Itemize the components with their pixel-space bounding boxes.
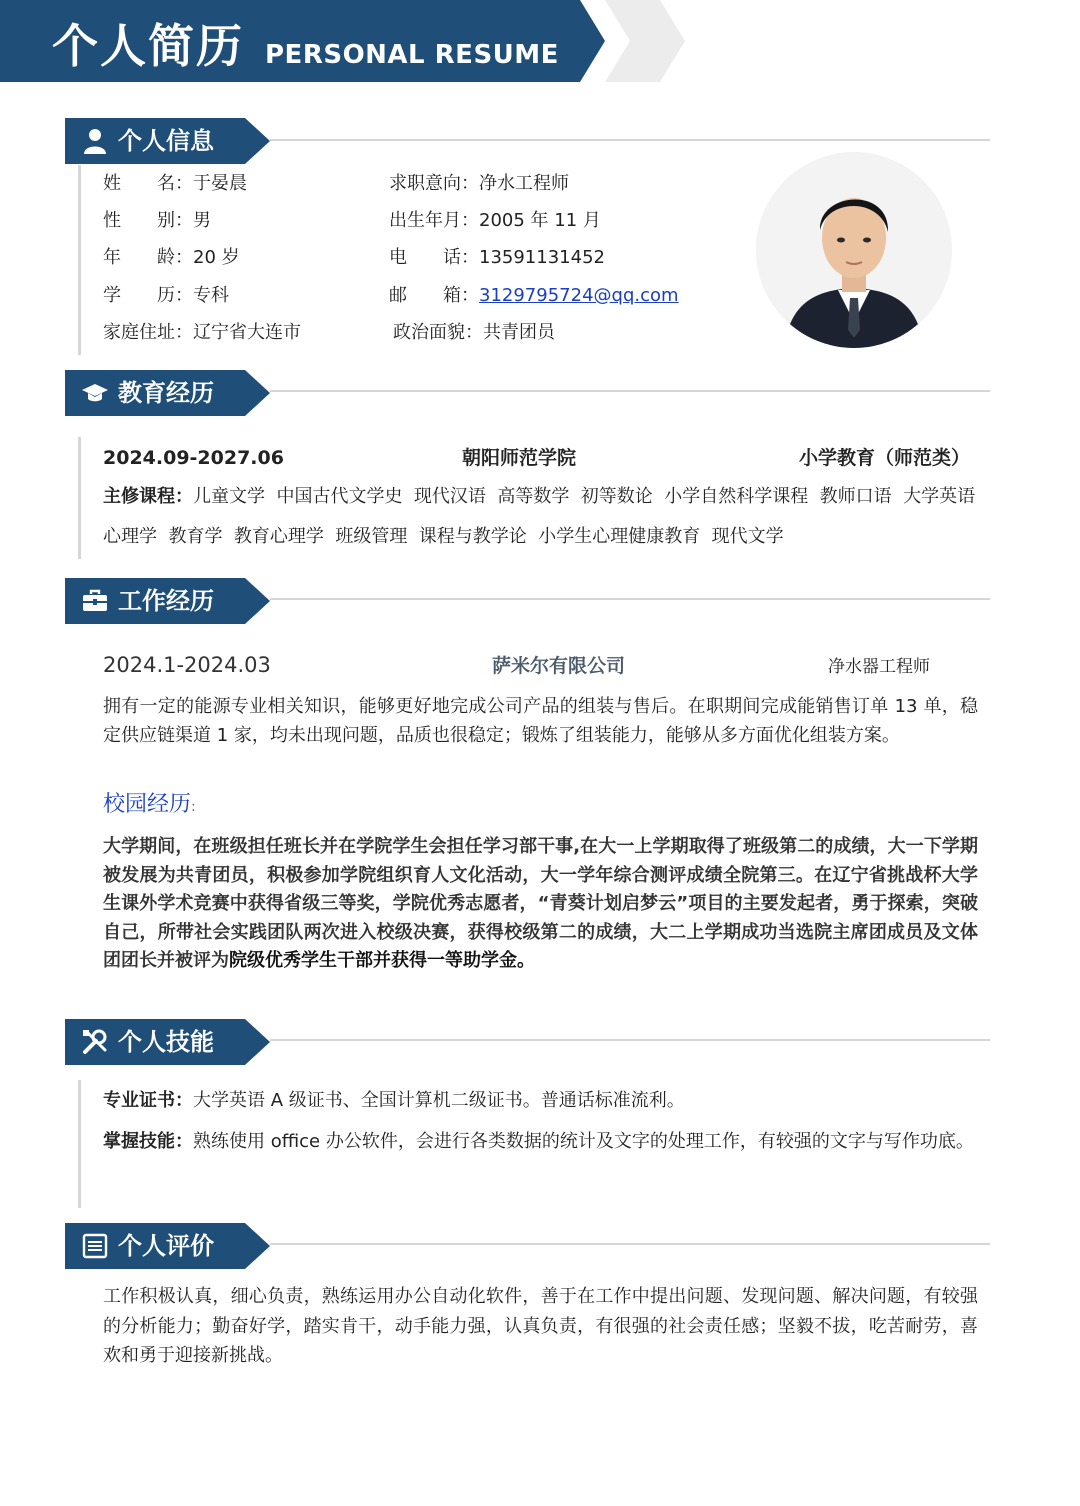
job-value: 净水工程师: [479, 173, 569, 194]
address-value: 辽宁省大连市: [193, 322, 301, 343]
campus-body: 大学期间，在班级担任班长并在学院学生会担任学习部干事,在大一上学期取得了班级第二的成绩，大一下学期被发展为共青团员，积极参加学院组织育人文化活动，大一学年综合测评成绩全院第三。在辽宁省挑战杯大学生课外学术竞赛中获得省级三等奖，学院优秀志愿者，“青葵计划启梦云”项目的主要发起者，勇于探索，突破自己，所带社会实践团队两次进入校级决赛，获得校级第二的成绩，大二上学期成功当选院主席团成员及文体团团长并被评为: [103, 836, 978, 971]
work-position: 净水器工程师: [828, 657, 930, 677]
section-divider: [270, 598, 990, 600]
work-description: 拥有一定的能源专业相关知识，能够更好地完成公司产品的组装与售后。在职期间完成能销售订单 13 单，稳定供应链渠道 1 家，均未出现问题，品质也很稳定；锻炼了组装能力，能够从多方面优化组装方案。: [103, 696, 978, 746]
info-birth-row: [389, 208, 601, 234]
name-value: 于晏晨: [193, 173, 247, 194]
address-label: 家庭住址：: [103, 322, 193, 343]
section-divider: [270, 1243, 990, 1245]
work-period: 2024.1-2024.03: [103, 653, 271, 677]
section-title-education: 教育经历: [118, 379, 214, 407]
header-chevron: [605, 0, 685, 82]
campus-highlight: 院级优秀学生干部并获得一等助学金。: [229, 950, 535, 971]
education-major: 小学教育（师范类）: [799, 447, 971, 469]
section-title-info: 个人信息: [118, 127, 214, 155]
list-icon: [82, 1233, 108, 1259]
info-age-row: [103, 245, 240, 271]
section-title-evaluation: 个人评价: [118, 1232, 214, 1260]
section-bar: [78, 165, 81, 355]
graduation-cap-icon: [82, 380, 108, 406]
degree-value: 专科: [193, 285, 229, 306]
courses-list-2: 心理学 教育学 教育心理学 班级管理 课程与教学论 小学生心理健康教育 现代文学: [103, 526, 784, 547]
briefcase-icon: [82, 588, 108, 614]
info-gender-row: [103, 208, 211, 234]
info-phone-row: [389, 245, 605, 271]
degree-label: 学 历：: [103, 285, 193, 306]
campus-text: [103, 833, 978, 976]
phone-label: 电 话：: [389, 247, 479, 268]
section-title-skills: 个人技能: [118, 1028, 214, 1056]
resume-title-cn: 个人简历: [52, 19, 244, 73]
skill-value: 熟练使用 office 办公软件，会进行各类数据的统计及文字的处理工作，有较强的文字与写作功底。: [193, 1131, 974, 1152]
email-label: 邮 箱：: [389, 285, 479, 306]
cert-label: 专业证书：: [103, 1090, 193, 1111]
age-label: 年 龄：: [103, 247, 193, 268]
email-link[interactable]: 3129795724@qq.com: [479, 285, 679, 306]
cert-row: [103, 1088, 685, 1114]
phone-value: 13591131452: [479, 247, 605, 268]
campus-title: 校园经历: [103, 792, 192, 817]
profile-photo: [756, 152, 952, 348]
info-address-row: [103, 320, 301, 346]
info-degree-row: [103, 283, 229, 309]
evaluation-text: 工作积极认真，细心负责，熟练运用办公自动化软件，善于在工作中提出问题、发现问题、解决问题，有较强的分析能力；勤奋好学，踏实肯干，动手能力强，认真负责，有很强的社会责任感；坚毅不拔，吃苦耐劳，喜欢和勇于迎接新挑战。: [103, 1286, 978, 1366]
cert-value: 大学英语 A 级证书、全国计算机二级证书。普通话标准流利。: [193, 1090, 685, 1111]
info-job-row: [389, 171, 569, 197]
education-period: 2024.09-2027.06: [103, 447, 284, 469]
skill-row: [103, 1129, 974, 1155]
section-title-work: 工作经历: [118, 587, 214, 615]
avatar: [756, 152, 952, 348]
info-name-row: [103, 171, 247, 197]
tools-icon: [82, 1029, 108, 1055]
birth-label: 出生年月：: [389, 210, 479, 231]
education-school: 朝阳师范学院: [462, 447, 577, 469]
courses-label: 主修课程：: [103, 486, 193, 507]
section-divider: [270, 139, 990, 141]
campus-colon: :: [191, 799, 196, 815]
info-email-row: [389, 283, 679, 309]
job-label: 求职意向：: [389, 173, 479, 194]
work-company: 萨米尔有限公司: [492, 655, 626, 677]
age-value: 20 岁: [193, 247, 240, 268]
gender-label: 性 别：: [103, 210, 193, 231]
section-divider: [270, 390, 990, 392]
section-bar: [78, 1080, 81, 1208]
name-label: 姓 名：: [103, 173, 193, 194]
courses-line-1: [103, 484, 975, 510]
section-divider: [270, 1039, 990, 1041]
skill-label: 掌握技能：: [103, 1131, 193, 1152]
campus-heading: [103, 790, 196, 822]
politics-value: 共青团员: [483, 322, 555, 343]
birth-value: 2005 年 11 月: [479, 210, 601, 231]
politics-label: 政治面貌：: [393, 322, 483, 343]
courses-list-1: 儿童文学 中国古代文学史 现代汉语 高等数学 初等数论 小学自然科学课程 教师口语 大学英语: [193, 486, 976, 507]
gender-value: 男: [193, 210, 211, 231]
person-icon: [82, 128, 108, 154]
resume-title-en: PERSONAL RESUME: [265, 40, 559, 70]
section-bar: [78, 437, 81, 559]
info-politics-row: [393, 320, 555, 346]
